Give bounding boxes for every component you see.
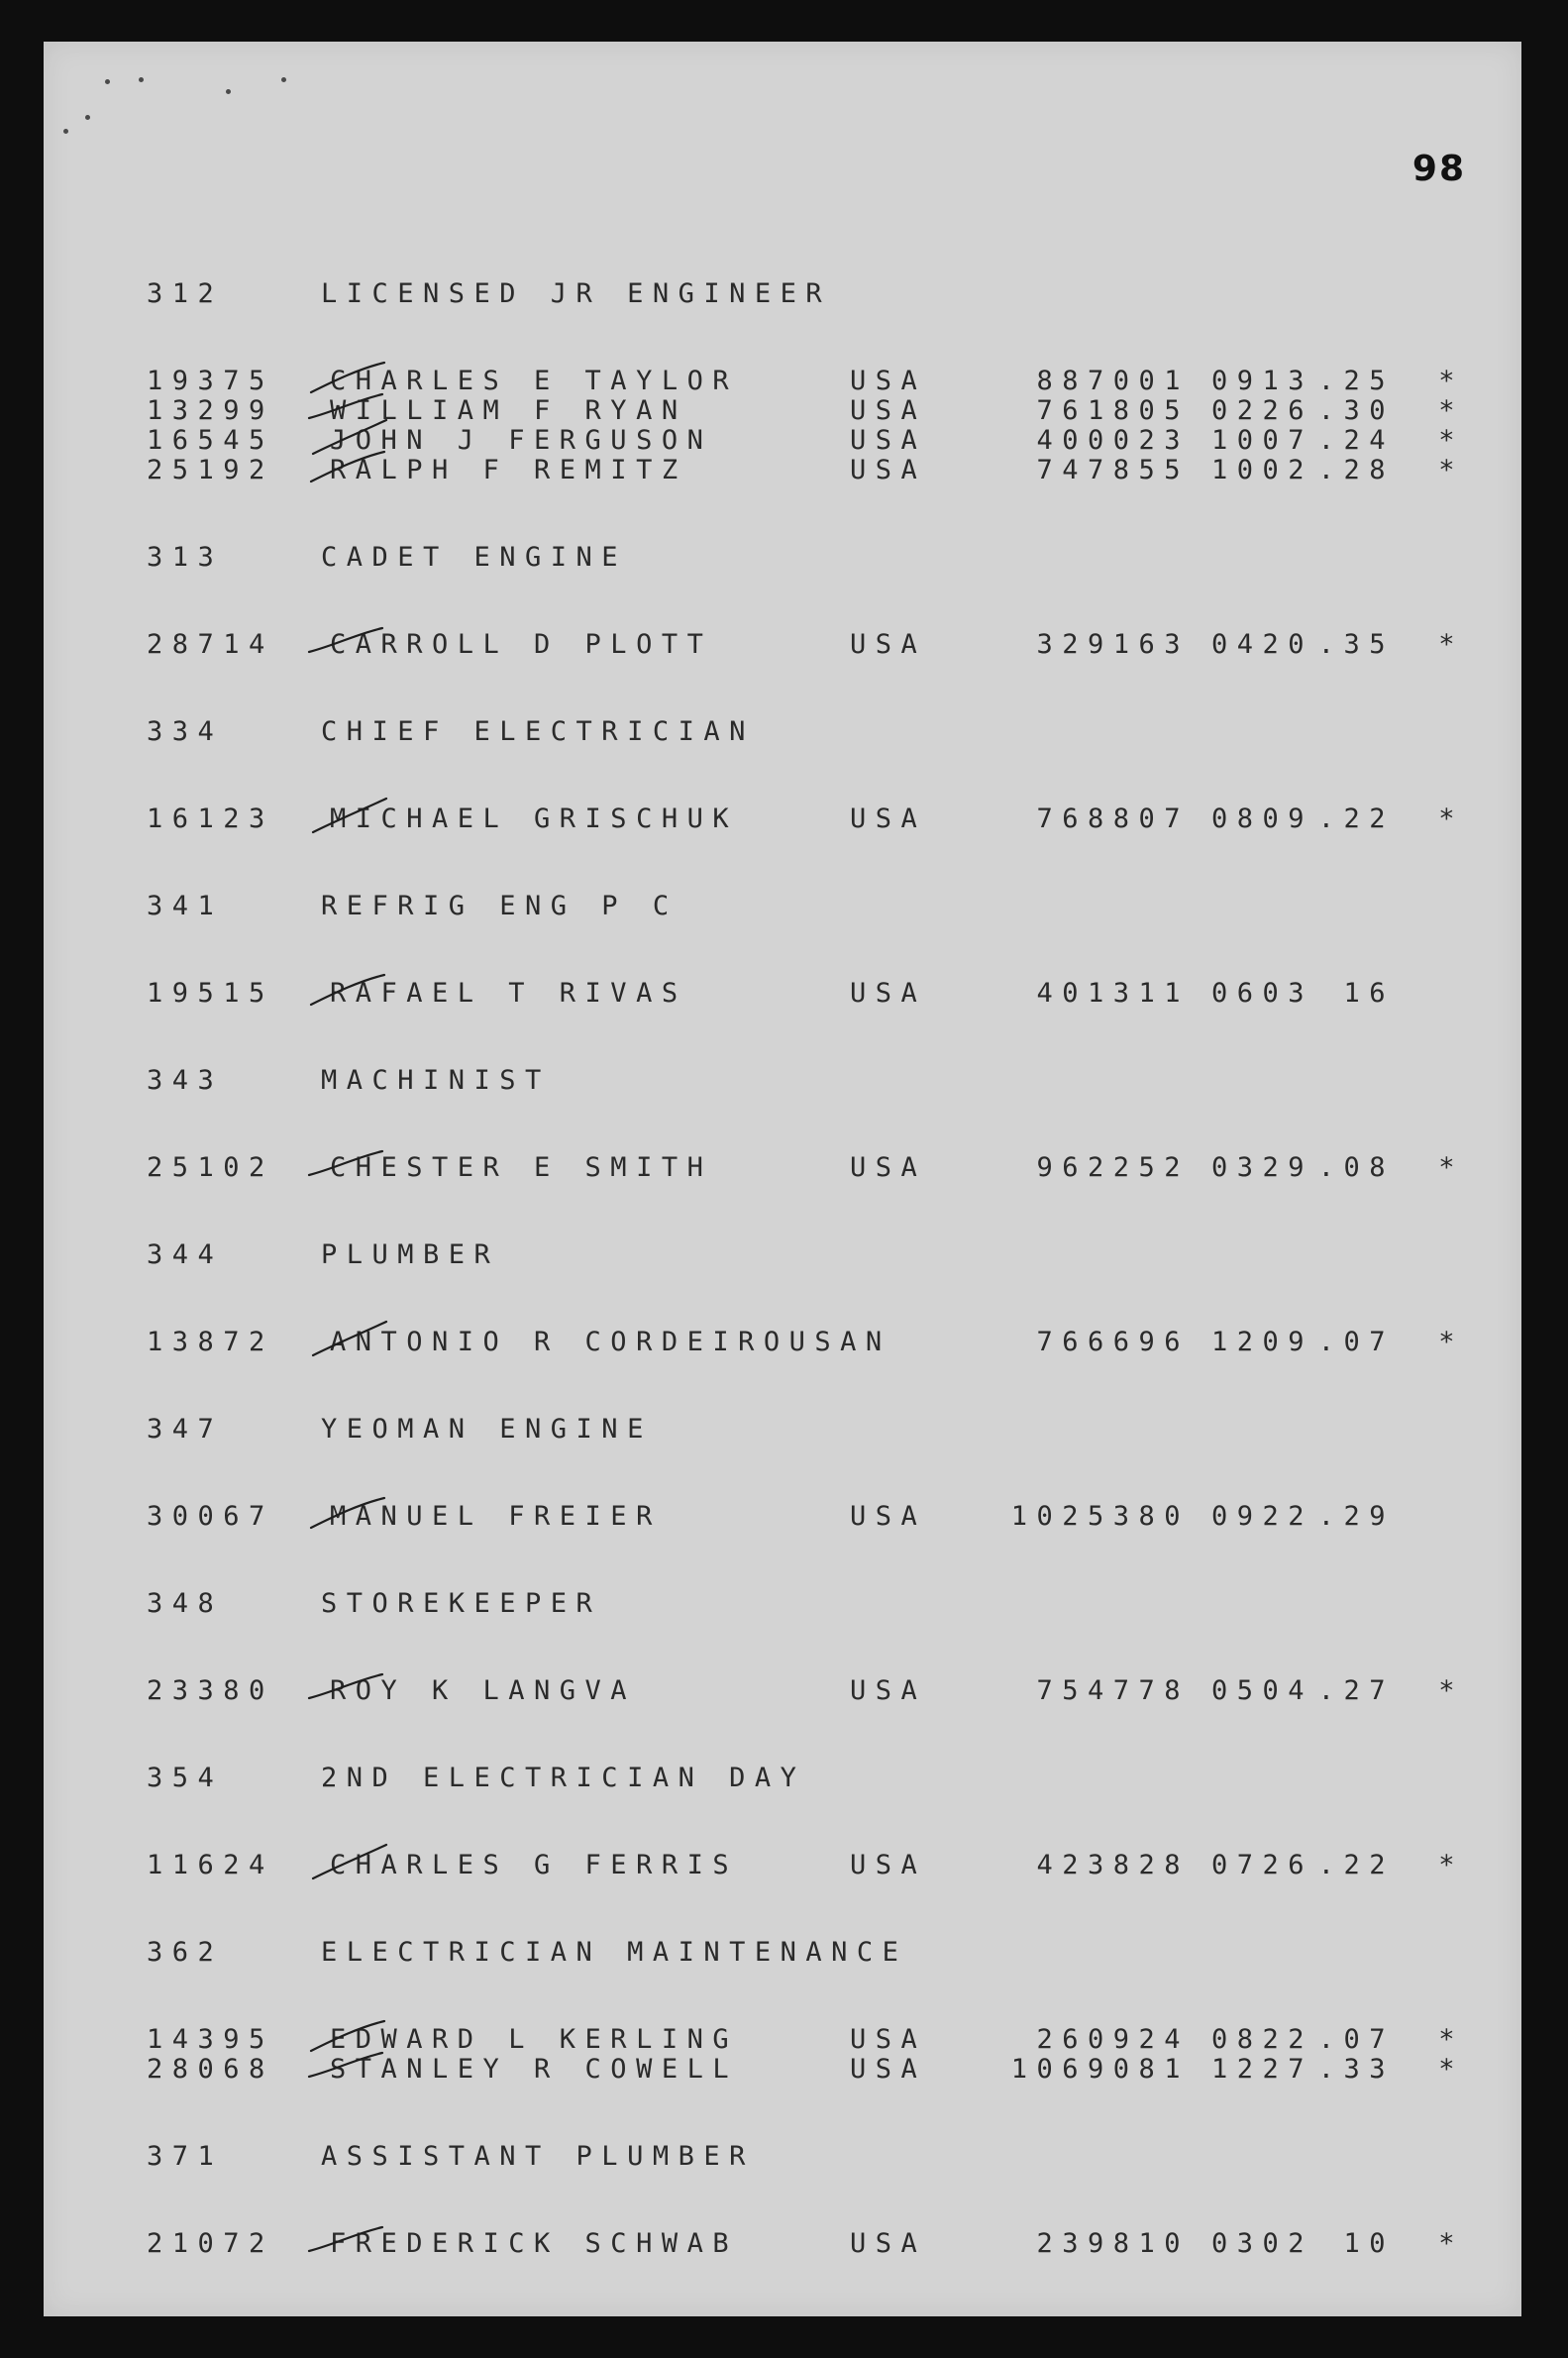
rate-value: .07	[1317, 1327, 1395, 1357]
citizenship	[850, 1328, 974, 1357]
citizenship: USA	[850, 804, 927, 834]
date-code: 0922	[1210, 1501, 1313, 1532]
asterisk-mark: *	[1438, 1327, 1464, 1357]
rate-value: .07	[1317, 2024, 1395, 2055]
citizenship: USA	[850, 1850, 927, 1880]
citizenship: USA	[850, 1501, 927, 1532]
job-header	[147, 1938, 1464, 1968]
job-header	[147, 2142, 1464, 2172]
employee-rows	[147, 1502, 1464, 1532]
paper-speck	[85, 115, 90, 120]
employee-number: 14395	[147, 2024, 274, 2055]
date-code: 0822	[1210, 2024, 1313, 2055]
employee-row	[147, 1153, 1464, 1183]
job-header	[147, 279, 1464, 309]
employee-name: ANTONIO R CORDEIROUSAN	[330, 1327, 891, 1357]
rate-value: 10	[1343, 2228, 1395, 2259]
rate-value: .24	[1317, 425, 1395, 456]
document-number: 747855	[1036, 455, 1190, 485]
paper-speck	[139, 77, 144, 82]
employee-row	[147, 1676, 1464, 1706]
job-header	[147, 1240, 1464, 1270]
document-page	[44, 42, 1521, 2316]
employee-number: 30067	[147, 1501, 274, 1532]
citizenship: USA	[850, 2228, 927, 2259]
rate-value: 16	[1343, 978, 1395, 1009]
citizenship: USA	[850, 455, 927, 485]
employee-name: MANUEL FREIER	[330, 1501, 662, 1532]
job-code: 362	[147, 1937, 224, 1968]
asterisk-mark: *	[1438, 804, 1464, 834]
rate-value: .29	[1317, 1501, 1395, 1532]
job-title: YEOMAN ENGINE	[321, 1414, 653, 1445]
employee-row	[147, 2229, 1464, 2259]
job-code: 343	[147, 1065, 224, 1096]
job-code: 348	[147, 1588, 224, 1619]
document-number: 1069081	[1010, 2054, 1190, 2085]
citizenship: USA	[850, 2024, 927, 2055]
job-group	[147, 1415, 1464, 1532]
employee-number: 16123	[147, 804, 274, 834]
document-number: 754778	[1036, 1675, 1190, 1706]
employee-number: 11624	[147, 1850, 274, 1880]
citizenship: USA	[850, 366, 927, 396]
citizenship: USA	[850, 1152, 927, 1183]
employee-name: CHARLES G FERRIS	[330, 1850, 739, 1880]
job-title: CADET ENGINE	[321, 542, 628, 573]
job-code: 354	[147, 1763, 224, 1793]
date-code: 0302	[1210, 2228, 1313, 2259]
job-title: PLUMBER	[321, 1239, 500, 1270]
job-group	[147, 1764, 1464, 1880]
asterisk-mark: *	[1438, 395, 1464, 426]
date-code: 0913	[1210, 366, 1313, 396]
date-code: 0226	[1210, 395, 1313, 426]
employee-row	[147, 804, 1464, 834]
asterisk-mark: *	[1438, 1152, 1464, 1183]
employee-rows	[147, 804, 1464, 834]
citizenship: USA	[850, 978, 927, 1009]
employee-row	[147, 1328, 1464, 1357]
employee-name: STANLEY R COWELL	[330, 2054, 739, 2085]
job-code: 344	[147, 1239, 224, 1270]
date-code: 1007	[1210, 425, 1313, 456]
document-number: 761805	[1036, 395, 1190, 426]
employee-name: CHESTER E SMITH	[330, 1152, 713, 1183]
job-title: ELECTRICIAN MAINTENANCE	[321, 1937, 908, 1968]
employee-row	[147, 1851, 1464, 1880]
document-number: 260924	[1036, 2024, 1190, 2055]
asterisk-mark: *	[1438, 1850, 1464, 1880]
employee-row	[147, 979, 1464, 1009]
rate-value: .25	[1317, 366, 1395, 396]
job-group	[147, 1938, 1464, 2085]
employee-number: 19375	[147, 366, 274, 396]
employee-rows	[147, 367, 1464, 485]
job-code: 313	[147, 542, 224, 573]
asterisk-mark: *	[1438, 455, 1464, 485]
date-code: 0809	[1210, 804, 1313, 834]
paper-speck	[105, 79, 110, 84]
job-header	[147, 543, 1464, 573]
rate-value: .33	[1317, 2054, 1395, 2085]
job-group	[147, 717, 1464, 834]
paper-speck	[63, 129, 68, 134]
employee-row	[147, 396, 1464, 426]
rate-value: .08	[1317, 1152, 1395, 1183]
rate-value: .22	[1317, 1850, 1395, 1880]
employee-rows	[147, 979, 1464, 1009]
job-code: 341	[147, 891, 224, 921]
employee-name: JOHN J FERGUSON	[330, 425, 713, 456]
employee-rows	[147, 2025, 1464, 2085]
date-code: 1002	[1210, 455, 1313, 485]
employee-rows	[147, 630, 1464, 660]
employee-rows	[147, 1851, 1464, 1880]
job-title: MACHINIST	[321, 1065, 551, 1096]
employee-name: RALPH F REMITZ	[330, 455, 687, 485]
asterisk-mark: *	[1438, 2228, 1464, 2259]
employee-number: 13299	[147, 395, 274, 426]
employee-rows	[147, 2229, 1464, 2259]
employee-name: FREDERICK SCHWAB	[330, 2228, 739, 2259]
document-number: 887001	[1036, 366, 1190, 396]
document-number: 329163	[1036, 629, 1190, 660]
document-number: 768807	[1036, 804, 1190, 834]
employee-row	[147, 630, 1464, 660]
employee-name: RAFAEL T RIVAS	[330, 978, 687, 1009]
job-code: 371	[147, 2141, 224, 2172]
rate-value: .28	[1317, 455, 1395, 485]
employee-row	[147, 367, 1464, 396]
document-number: 400023	[1036, 425, 1190, 456]
job-title: STOREKEEPER	[321, 1588, 602, 1619]
employee-rows	[147, 1676, 1464, 1706]
employee-name: MICHAEL GRISCHUK	[330, 804, 739, 834]
job-title: REFRIG ENG P C	[321, 891, 679, 921]
employee-number: 16545	[147, 425, 274, 456]
employee-row	[147, 2055, 1464, 2085]
date-code: 0329	[1210, 1152, 1313, 1183]
paper-speck	[226, 89, 231, 94]
employee-number: 21072	[147, 2228, 274, 2259]
job-group	[147, 1240, 1464, 1357]
employee-name: WILLIAM F RYAN	[330, 395, 687, 426]
job-code: 347	[147, 1414, 224, 1445]
employee-number: 19515	[147, 978, 274, 1009]
rate-value: .22	[1317, 804, 1395, 834]
citizenship: USA	[850, 1675, 927, 1706]
employee-rows	[147, 1153, 1464, 1183]
roster-list	[147, 279, 1464, 2316]
employee-row	[147, 2025, 1464, 2055]
asterisk-mark: *	[1438, 629, 1464, 660]
job-code: 334	[147, 716, 224, 747]
date-code: 0504	[1210, 1675, 1313, 1706]
job-group	[147, 2142, 1464, 2259]
employee-number: 25102	[147, 1152, 274, 1183]
employee-name: EDWARD L KERLING	[330, 2024, 739, 2055]
document-number: 239810	[1036, 2228, 1190, 2259]
job-group	[147, 1589, 1464, 1706]
asterisk-mark	[1395, 979, 1464, 1009]
document-number: 962252	[1036, 1152, 1190, 1183]
job-header	[147, 717, 1464, 747]
asterisk-mark: *	[1438, 366, 1464, 396]
asterisk-mark: *	[1438, 425, 1464, 456]
page-number: 98	[1411, 149, 1466, 189]
document-number: 401311	[1036, 978, 1190, 1009]
employee-rows	[147, 1328, 1464, 1357]
employee-name: CHARLES E TAYLOR	[330, 366, 739, 396]
job-header	[147, 1415, 1464, 1445]
job-group	[147, 1066, 1464, 1183]
rate-value: .30	[1317, 395, 1395, 426]
rate-value: .27	[1317, 1675, 1395, 1706]
employee-row	[147, 426, 1464, 456]
asterisk-mark: *	[1438, 2024, 1464, 2055]
job-title: 2ND ELECTRICIAN DAY	[321, 1763, 806, 1793]
employee-number: 23380	[147, 1675, 274, 1706]
employee-number: 13872	[147, 1327, 274, 1357]
employee-row	[147, 456, 1464, 485]
asterisk-mark	[1395, 1502, 1464, 1532]
date-code: 1227	[1210, 2054, 1313, 2085]
employee-name: CARROLL D PLOTT	[330, 629, 713, 660]
citizenship: USA	[850, 395, 927, 426]
date-code: 1209	[1210, 1327, 1313, 1357]
rate-value: .35	[1317, 629, 1395, 660]
job-title: ASSISTANT PLUMBER	[321, 2141, 755, 2172]
job-group	[147, 892, 1464, 1009]
job-title: LICENSED JR ENGINEER	[321, 278, 832, 309]
job-code: 312	[147, 278, 224, 309]
job-header	[147, 1066, 1464, 1096]
job-header	[147, 1764, 1464, 1793]
job-header	[147, 892, 1464, 921]
asterisk-mark: *	[1438, 1675, 1464, 1706]
date-code: 0420	[1210, 629, 1313, 660]
paper-speck	[281, 77, 286, 82]
citizenship: USA	[850, 425, 927, 456]
employee-number: 28714	[147, 629, 274, 660]
document-number: 423828	[1036, 1850, 1190, 1880]
job-group	[147, 279, 1464, 485]
asterisk-mark: *	[1438, 2054, 1464, 2085]
job-header	[147, 1589, 1464, 1619]
document-number: 1025380	[1010, 1501, 1190, 1532]
date-code: 0726	[1210, 1850, 1313, 1880]
employee-row	[147, 1502, 1464, 1532]
citizenship: USA	[850, 2054, 927, 2085]
job-group	[147, 543, 1464, 660]
employee-name: ROY K LANGVA	[330, 1675, 637, 1706]
employee-number: 28068	[147, 2054, 274, 2085]
citizenship: USA	[850, 629, 927, 660]
employee-number: 25192	[147, 455, 274, 485]
job-title: CHIEF ELECTRICIAN	[321, 716, 755, 747]
document-number: 766696	[1036, 1327, 1190, 1357]
date-code: 0603	[1210, 978, 1313, 1009]
